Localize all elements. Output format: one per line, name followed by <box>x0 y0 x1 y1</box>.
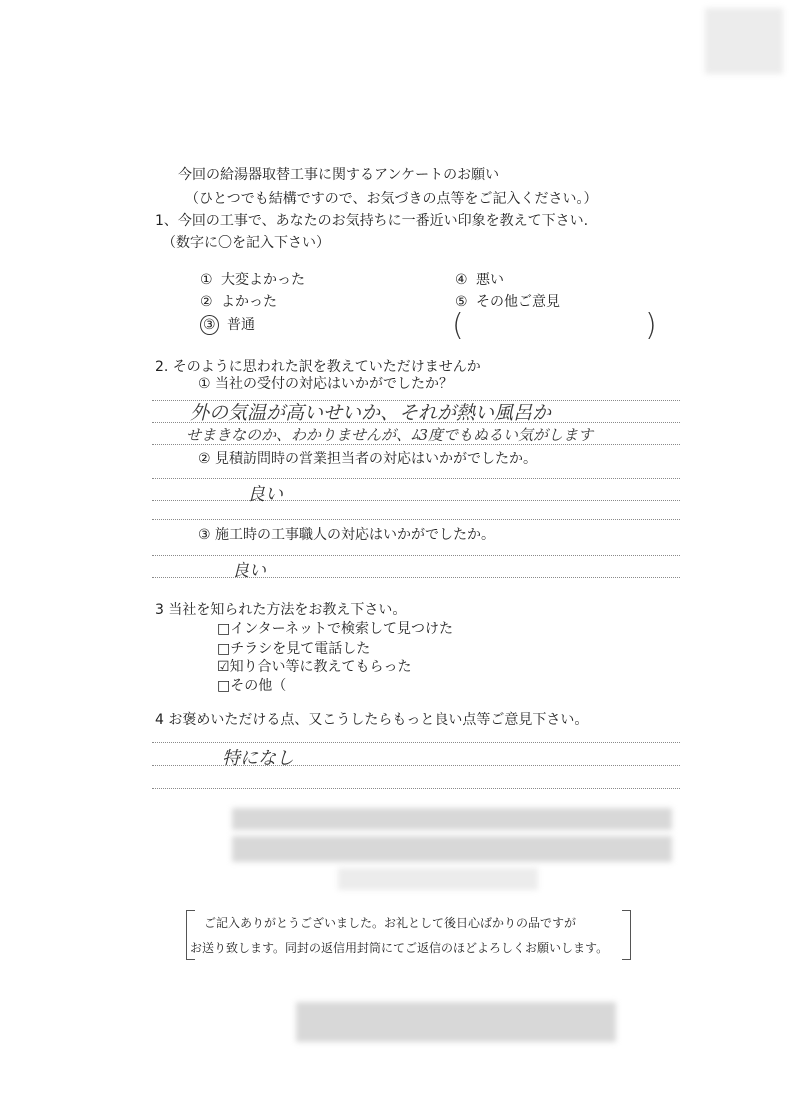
survey-subtitle: （ひとつでも結構ですので、お気づきの点等をご記入ください。） <box>185 191 598 207</box>
answer-line <box>152 765 680 766</box>
checkbox-empty[interactable]: □ <box>217 678 231 694</box>
other-opinion-close-paren: ) <box>645 308 657 343</box>
option-label: 悪い <box>476 272 505 288</box>
redacted-customer-info <box>232 808 672 830</box>
option-number: ⑤ <box>455 294 468 310</box>
q2-sub1-handwritten-answer-line1[interactable]: 外の気温が高いせいか、それが熱い風呂か <box>190 402 552 424</box>
footer-bracket-right <box>622 910 631 960</box>
question-3: 3 当社を知られた方法をお教え下さい。 <box>155 602 407 618</box>
redacted-customer-info <box>232 836 672 862</box>
survey-title: 今回の給湯器取替工事に関するアンケートのお願い <box>178 167 500 183</box>
redacted-logo <box>705 8 783 74</box>
option-label: よかった <box>221 294 278 310</box>
q2-sub2-handwritten-answer[interactable]: 良い <box>247 484 283 505</box>
q1-option-3[interactable] <box>200 315 255 335</box>
option-label: 大変よかった <box>221 272 306 288</box>
q1-option-1[interactable] <box>200 271 305 289</box>
q4-handwritten-answer[interactable]: 特になし <box>222 748 294 769</box>
question-2-sub-3: ③ 施工時の工事職人の対応はいかがでしたか。 <box>198 527 495 543</box>
question-2-sub-2: ② 見積訪問時の営業担当者の対応はいかがでしたか。 <box>198 451 537 467</box>
footer-thanks-line1: ご記入ありがとうございました。お礼として後日心ばかりの品ですが <box>204 916 577 930</box>
q1-option-4[interactable] <box>455 271 504 289</box>
q3-option-flyer[interactable] <box>217 640 370 658</box>
option-number: ④ <box>455 272 468 288</box>
q1-option-2[interactable] <box>200 293 277 311</box>
other-opinion-open-paren: ( <box>452 308 464 343</box>
answer-line <box>152 577 680 578</box>
answer-line <box>152 519 680 520</box>
checkbox-empty[interactable]: □ <box>217 641 231 657</box>
redacted-customer-info <box>338 868 538 890</box>
q3-option-acquaintance[interactable] <box>217 658 412 676</box>
redacted-company-footer <box>296 1002 616 1042</box>
checkbox-checked[interactable]: ☑ <box>217 659 230 675</box>
option-number: ② <box>200 294 213 310</box>
option-label: チラシを見て電話した <box>230 641 371 657</box>
answer-line <box>152 478 680 479</box>
q3-option-other[interactable] <box>217 677 286 695</box>
option-label: 普通 <box>227 317 256 333</box>
footer-thanks-line2: お送り致します。同封の返信用封筒にてご返信のほどよろしくお願いします。 <box>190 941 609 955</box>
question-2-sub-1: ① 当社の受付の対応はいかがでしたか？ <box>198 376 453 392</box>
answer-line <box>152 742 680 743</box>
q1-option-5[interactable] <box>455 293 560 311</box>
option-label: 知り合い等に教えてもらった <box>229 659 412 675</box>
answer-line <box>152 788 680 789</box>
question-1: 1、今回の工事で、あなたのお気持ちに一番近い印象を教えて下さい. <box>155 213 589 229</box>
option-number-circled: ③ <box>200 315 219 335</box>
question-2: 2. そのように思われた訳を教えていただけませんか <box>155 359 481 375</box>
option-label: その他ご意見 <box>476 294 561 310</box>
q2-sub1-handwritten-answer-line2[interactable]: せまきなのか、わかりませんが、ﾑ3度でもぬるい気がします <box>186 426 594 444</box>
question-1-instruction: （数字に〇を記入下さい） <box>162 235 330 251</box>
checkbox-empty[interactable]: □ <box>217 621 231 637</box>
option-label: インターネットで検索して見つけた <box>230 621 453 637</box>
option-label: その他（ <box>230 678 287 694</box>
question-4: 4 お褒めいただける点、又こうしたらもっと良い点等ご意見下さい。 <box>155 712 589 728</box>
option-number: ① <box>200 272 213 288</box>
q2-sub3-handwritten-answer[interactable]: 良い <box>232 561 266 581</box>
q3-option-internet[interactable] <box>217 620 453 638</box>
answer-line <box>152 500 680 501</box>
